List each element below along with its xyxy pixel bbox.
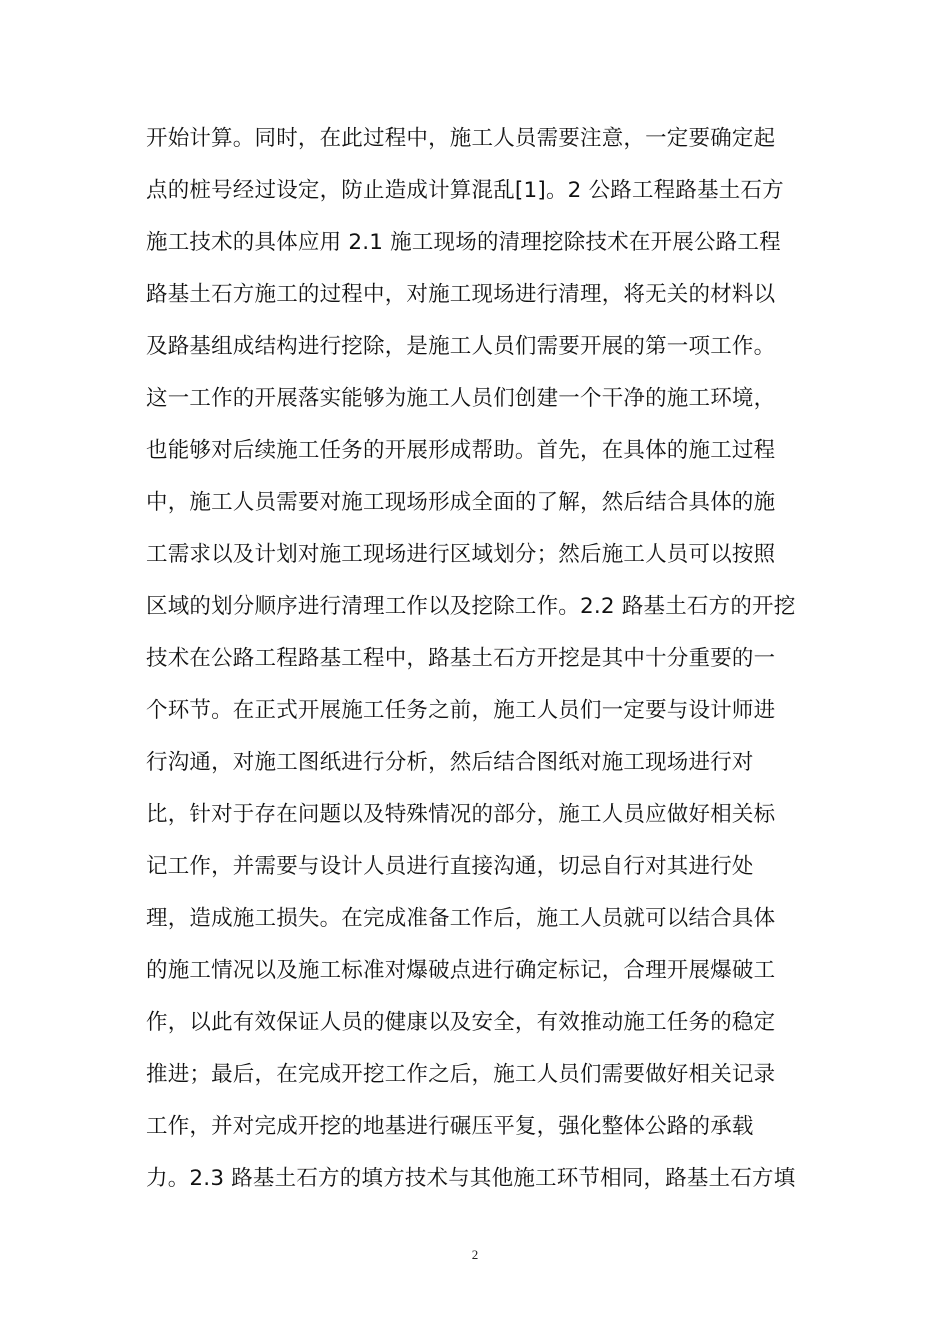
text-line: 作，以此有效保证人员的健康以及安全，有效推动施工任务的稳定 xyxy=(146,1010,776,1035)
text-line: 开始计算。同时，在此过程中，施工人员需要注意，一定要确定起 xyxy=(146,126,776,151)
text-line: 这一工作的开展落实能够为施工人员们创建一个干净的施工环境， xyxy=(146,386,776,411)
text-line: 路基土石方施工的过程中，对施工现场进行清理，将无关的材料以 xyxy=(146,282,776,307)
text-line: 工作，并对完成开挖的地基进行碾压平复，强化整体公路的承载 xyxy=(146,1114,754,1139)
page-number: 2 xyxy=(471,1247,479,1262)
text-line: 区域的划分顺序进行清理工作以及挖除工作。2.2 路基土石方的开挖 xyxy=(146,594,796,619)
text-line: 记工作，并需要与设计人员进行直接沟通，切忌自行对其进行处 xyxy=(146,854,754,879)
text-line: 及路基组成结构进行挖除，是施工人员们需要开展的第一项工作。 xyxy=(146,334,776,359)
text-line: 也能够对后续施工任务的开展形成帮助。首先，在具体的施工过程 xyxy=(146,438,776,463)
text-line: 个环节。在正式开展施工任务之前，施工人员们一定要与设计师进 xyxy=(146,698,776,723)
text-line: 点的桩号经过设定，防止造成计算混乱[1]。2 公路工程路基土石方 xyxy=(146,178,784,203)
text-line: 技术在公路工程路基工程中，路基土石方开挖是其中十分重要的一 xyxy=(146,646,776,671)
text-line: 比，针对于存在问题以及特殊情况的部分，施工人员应做好相关标 xyxy=(146,802,776,827)
text-line: 力。2.3 路基土石方的填方技术与其他施工环节相同，路基土石方填 xyxy=(146,1166,796,1191)
text-line: 中，施工人员需要对施工现场形成全面的了解，然后结合具体的施 xyxy=(146,490,776,515)
text-line: 理，造成施工损失。在完成准备工作后，施工人员就可以结合具体 xyxy=(146,906,776,931)
text-line: 工需求以及计划对施工现场进行区域划分；然后施工人员可以按照 xyxy=(146,542,776,567)
body-text xyxy=(146,113,816,1205)
text-line: 推进；最后，在完成开挖工作之后，施工人员们需要做好相关记录 xyxy=(146,1062,776,1087)
text-line: 施工技术的具体应用 2.1 施工现场的清理挖除技术在开展公路工程 xyxy=(146,230,781,255)
text-line: 的施工情况以及施工标准对爆破点进行确定标记，合理开展爆破工 xyxy=(146,958,776,983)
text-line: 行沟通，对施工图纸进行分析，然后结合图纸对施工现场进行对 xyxy=(146,750,754,775)
